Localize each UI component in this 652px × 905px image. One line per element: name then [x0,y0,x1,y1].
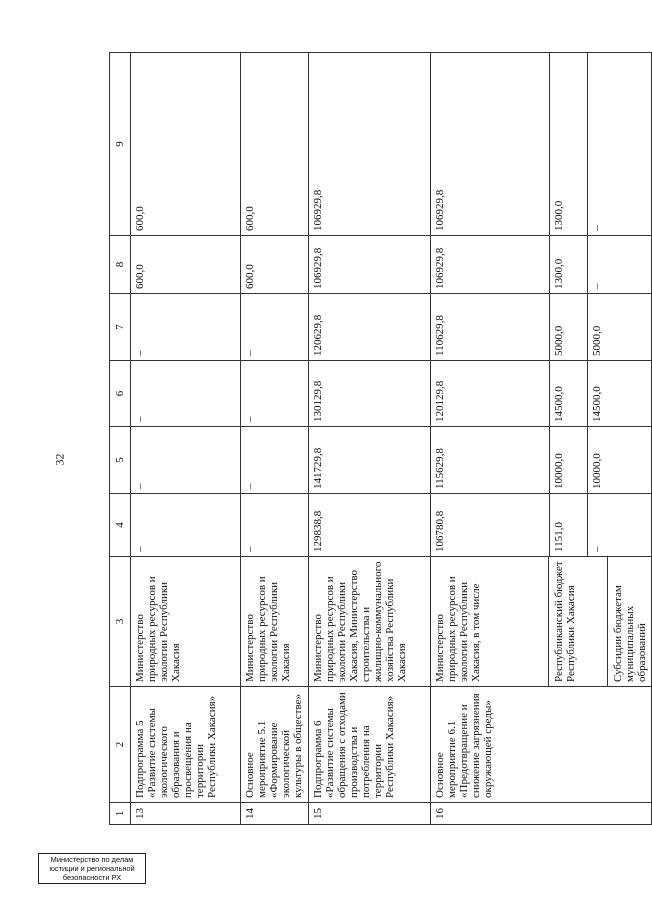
value-cell: 14500,0 [587,361,625,426]
value-cell: 110629,8 [434,315,446,356]
value-cell: 120629,8 [309,294,431,361]
value-cell: – [131,427,241,494]
page-number: 32 [52,453,67,466]
value-group [431,494,652,557]
value-cell: 600,0 [241,53,309,236]
value-group [431,427,652,494]
program-name: Подпрограмма 5 «Развитие системы экологического образования и просвещения на территории Республики Хакасия» [131,687,241,803]
value-cell: – [587,494,625,556]
value-cell: 600,0 [131,236,241,294]
executor: Министерство природных ресурсов и экологии Республики Хакасия [131,557,241,687]
row-number: 13 [131,803,241,825]
table-row [131,53,241,825]
stamp-line: безопасности РХ [62,873,122,882]
table-row [431,53,652,825]
value-cell: – [241,427,309,494]
executor-cell [431,557,652,687]
value-cell: 106929,8 [434,247,446,289]
row-number: 14 [241,803,309,825]
header-row [110,53,131,825]
value-cell: 600,0 [131,53,241,236]
table-row [309,53,431,825]
value-cell: – [131,361,241,427]
program-funding-table [109,52,652,825]
value-cell: 5000,0 [587,294,625,360]
header-cell: 8 [110,236,131,294]
value-cell: 115629,8 [434,448,446,489]
value-cell: 1300,0 [549,236,587,293]
executor: Министерство природных ресурсов и экологии Республики Хакасия [241,557,309,687]
value-cell: 120129,8 [434,380,446,422]
value-cell: 10000,0 [587,427,625,493]
value-cell: 141729,8 [309,427,431,494]
value-cell: 130129,8 [309,361,431,427]
value-cell: 106929,8 [309,53,431,236]
value-cell: 106780,8 [434,510,446,552]
value-group [431,236,652,294]
value-cell: – [241,361,309,427]
registration-stamp [38,853,146,884]
value-cell: 129838,8 [309,494,431,557]
value-cell: – [587,53,625,235]
header-cell: 4 [110,494,131,557]
value-cell: 5000,0 [549,294,587,360]
program-name: Основное мероприятие 6.1 «Предотвращение и снижение загрязнения окружающей среды» [431,687,652,803]
header-cell: 9 [110,53,131,236]
program-name: Подпрограмма 6 «Развитие системы обращения с отходами производства и потребления на территории Республики Хакасия» [309,687,431,803]
value-cell: 600,0 [241,236,309,294]
executor-sub-subsidies: Субсидии бюджетам муниципальных образований [607,557,648,686]
value-cell: 10000,0 [549,427,587,493]
table-row [241,53,309,825]
value-group [431,361,652,427]
value-cell: 106929,8 [434,189,446,231]
value-cell: – [587,236,625,293]
value-cell: 1151,0 [549,494,587,556]
value-cell: 14500,0 [549,361,587,426]
stamp-line: юстиции и региональной [49,864,135,873]
header-cell: 6 [110,361,131,427]
value-cell: 106929,8 [309,236,431,294]
program-name: Основное мероприятие 5.1 «Формирование экологической культуры в обществе» [241,687,309,803]
value-cell: – [131,494,241,557]
header-cell: 7 [110,294,131,361]
executor: Министерство природных ресурсов и экологии Республики Хакасия, в том числе [434,576,482,682]
row-number: 15 [309,803,431,825]
executor: Министерство природных ресурсов и экологии Республики Хакасия, Министерство строительства и жилищно-коммунального хозяйства Республики Хакасия [309,557,431,687]
stamp-line: Министерство по делам [50,855,134,864]
row-number: 16 [431,803,652,825]
value-group [431,294,652,361]
value-cell: 1300,0 [549,53,587,235]
header-cell: 3 [110,557,131,687]
header-cell: 5 [110,427,131,494]
header-cell: 1 [110,803,131,825]
value-cell: – [241,494,309,557]
rotated-table-container [109,53,648,825]
value-cell: – [131,294,241,361]
value-group [431,53,652,236]
value-cell: – [241,294,309,361]
executor-sub-budget: Республиканский бюджет Республики Хакасия [548,557,603,686]
header-cell: 2 [110,687,131,803]
